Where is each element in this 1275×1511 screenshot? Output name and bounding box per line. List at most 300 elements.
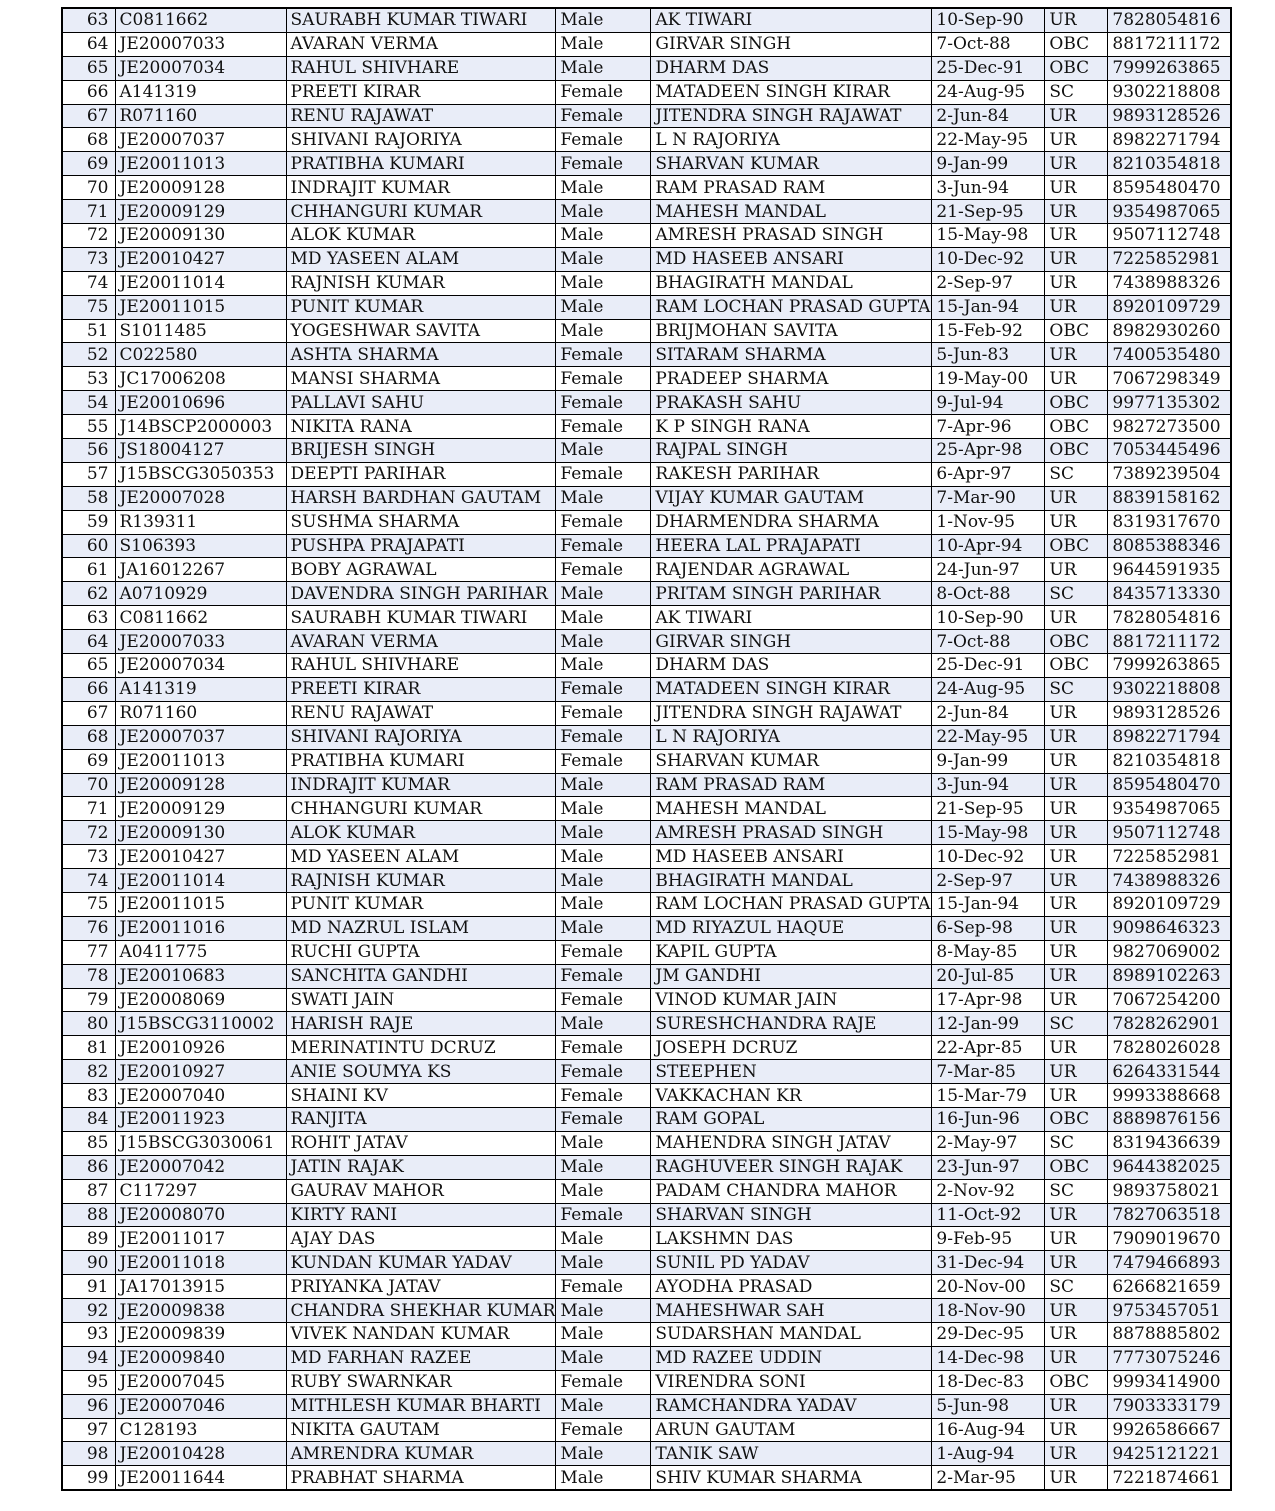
- table-row: [62, 916, 1231, 940]
- table-row: [62, 152, 1231, 176]
- mobile-number-cell: 6266821659: [1108, 1275, 1231, 1299]
- category-cell: UR: [1045, 1251, 1108, 1275]
- father-name-cell: K P SINGH RANA: [651, 415, 932, 439]
- gender-cell: Female: [556, 988, 651, 1012]
- registration-id-cell: JE20009839: [115, 1322, 286, 1346]
- gender-cell: Male: [556, 916, 651, 940]
- gender-cell: Male: [556, 486, 651, 510]
- candidate-name-cell: RENU RAJAWAT: [286, 701, 556, 725]
- category-cell: UR: [1045, 247, 1108, 271]
- serial-number-cell: 85: [62, 1131, 115, 1155]
- gender-cell: Female: [556, 1203, 651, 1227]
- table-row: [62, 1179, 1231, 1203]
- table-row: [62, 343, 1231, 367]
- serial-number-cell: 60: [62, 534, 115, 558]
- registration-id-cell: J15BSCG3110002: [115, 1012, 286, 1036]
- serial-number-cell: 67: [62, 701, 115, 725]
- serial-number-cell: 81: [62, 1036, 115, 1060]
- registration-id-cell: A141319: [115, 80, 286, 104]
- father-name-cell: AMRESH PRASAD SINGH: [651, 224, 932, 248]
- registration-id-cell: JE20011014: [115, 869, 286, 893]
- date-of-birth-cell: 2-Sep-97: [932, 869, 1045, 893]
- date-of-birth-cell: 9-Jan-99: [932, 152, 1045, 176]
- category-cell: SC: [1045, 462, 1108, 486]
- father-name-cell: PADAM CHANDRA MAHOR: [651, 1179, 932, 1203]
- date-of-birth-cell: 20-Jul-85: [932, 964, 1045, 988]
- date-of-birth-cell: 9-Jan-99: [932, 749, 1045, 773]
- father-name-cell: GIRVAR SINGH: [651, 32, 932, 56]
- registration-id-cell: JE20007033: [115, 32, 286, 56]
- father-name-cell: RAJPAL SINGH: [651, 439, 932, 463]
- mobile-number-cell: 9827069002: [1108, 940, 1231, 964]
- registration-id-cell: JA16012267: [115, 558, 286, 582]
- serial-number-cell: 64: [62, 630, 115, 654]
- candidate-name-cell: MITHLESH KUMAR BHARTI: [286, 1394, 556, 1418]
- mobile-number-cell: 8982930260: [1108, 319, 1231, 343]
- registration-id-cell: JE20011015: [115, 295, 286, 319]
- serial-number-cell: 73: [62, 247, 115, 271]
- registration-id-cell: JE20008070: [115, 1203, 286, 1227]
- gender-cell: Female: [556, 1370, 651, 1394]
- mobile-number-cell: 8989102263: [1108, 964, 1231, 988]
- serial-number-cell: 90: [62, 1251, 115, 1275]
- gender-cell: Male: [556, 319, 651, 343]
- table-row: [62, 1251, 1231, 1275]
- father-name-cell: MAHESH MANDAL: [651, 200, 932, 224]
- mobile-number-cell: 6264331544: [1108, 1060, 1231, 1084]
- father-name-cell: L N RAJORIYA: [651, 725, 932, 749]
- mobile-number-cell: 7909019670: [1108, 1227, 1231, 1251]
- table-row: [62, 1155, 1231, 1179]
- mobile-number-cell: 9926586667: [1108, 1418, 1231, 1442]
- registration-id-cell: JE20009130: [115, 821, 286, 845]
- gender-cell: Female: [556, 1060, 651, 1084]
- registration-id-cell: JE20009129: [115, 797, 286, 821]
- category-cell: UR: [1045, 152, 1108, 176]
- gender-cell: Female: [556, 80, 651, 104]
- candidate-name-cell: HARISH RAJE: [286, 1012, 556, 1036]
- table-row: [62, 104, 1231, 128]
- table-row: [62, 558, 1231, 582]
- gender-cell: Male: [556, 176, 651, 200]
- registration-id-cell: JE20009129: [115, 200, 286, 224]
- father-name-cell: SHIV KUMAR SHARMA: [651, 1466, 932, 1490]
- date-of-birth-cell: 17-Apr-98: [932, 988, 1045, 1012]
- candidate-name-cell: SAURABH KUMAR TIWARI: [286, 606, 556, 630]
- mobile-number-cell: 7828054816: [1108, 606, 1231, 630]
- gender-cell: Female: [556, 415, 651, 439]
- candidate-name-cell: ANIE SOUMYA KS: [286, 1060, 556, 1084]
- gender-cell: Female: [556, 940, 651, 964]
- gender-cell: Female: [556, 1107, 651, 1131]
- gender-cell: Female: [556, 510, 651, 534]
- registration-id-cell: JE20010428: [115, 1442, 286, 1466]
- category-cell: UR: [1045, 797, 1108, 821]
- father-name-cell: RAMCHANDRA YADAV: [651, 1394, 932, 1418]
- registration-id-cell: JE20011018: [115, 1251, 286, 1275]
- category-cell: UR: [1045, 128, 1108, 152]
- category-cell: UR: [1045, 916, 1108, 940]
- category-cell: UR: [1045, 176, 1108, 200]
- father-name-cell: RAM PRASAD RAM: [651, 176, 932, 200]
- mobile-number-cell: 9507112748: [1108, 224, 1231, 248]
- candidate-name-cell: ALOK KUMAR: [286, 821, 556, 845]
- candidate-name-cell: ASHTA SHARMA: [286, 343, 556, 367]
- gender-cell: Female: [556, 152, 651, 176]
- serial-number-cell: 65: [62, 56, 115, 80]
- gender-cell: Female: [556, 677, 651, 701]
- category-cell: OBC: [1045, 32, 1108, 56]
- table-body: [62, 8, 1231, 1490]
- father-name-cell: AK TIWARI: [651, 606, 932, 630]
- category-cell: UR: [1045, 773, 1108, 797]
- father-name-cell: RAGHUVEER SINGH RAJAK: [651, 1155, 932, 1179]
- table-row: [62, 1060, 1231, 1084]
- father-name-cell: MAHESH MANDAL: [651, 797, 932, 821]
- father-name-cell: SUDARSHAN MANDAL: [651, 1322, 932, 1346]
- table-row: [62, 773, 1231, 797]
- table-row: [62, 1227, 1231, 1251]
- date-of-birth-cell: 16-Jun-96: [932, 1107, 1045, 1131]
- father-name-cell: JOSEPH DCRUZ: [651, 1036, 932, 1060]
- serial-number-cell: 89: [62, 1227, 115, 1251]
- serial-number-cell: 98: [62, 1442, 115, 1466]
- category-cell: OBC: [1045, 534, 1108, 558]
- father-name-cell: AMRESH PRASAD SINGH: [651, 821, 932, 845]
- category-cell: UR: [1045, 1227, 1108, 1251]
- serial-number-cell: 59: [62, 510, 115, 534]
- gender-cell: Male: [556, 773, 651, 797]
- candidate-name-cell: HARSH BARDHAN GAUTAM: [286, 486, 556, 510]
- registration-id-cell: JE20011923: [115, 1107, 286, 1131]
- table-row: [62, 462, 1231, 486]
- gender-cell: Male: [556, 224, 651, 248]
- mobile-number-cell: 8817211172: [1108, 630, 1231, 654]
- father-name-cell: BHAGIRATH MANDAL: [651, 271, 932, 295]
- date-of-birth-cell: 2-Jun-84: [932, 104, 1045, 128]
- category-cell: UR: [1045, 725, 1108, 749]
- date-of-birth-cell: 15-May-98: [932, 224, 1045, 248]
- category-cell: SC: [1045, 1131, 1108, 1155]
- candidate-name-cell: MD FARHAN RAZEE: [286, 1346, 556, 1370]
- serial-number-cell: 77: [62, 940, 115, 964]
- category-cell: SC: [1045, 1012, 1108, 1036]
- father-name-cell: MD HASEEB ANSARI: [651, 247, 932, 271]
- table-row: [62, 845, 1231, 869]
- mobile-number-cell: 9993414900: [1108, 1370, 1231, 1394]
- table-row: [62, 1012, 1231, 1036]
- gender-cell: Male: [556, 821, 651, 845]
- date-of-birth-cell: 19-May-00: [932, 367, 1045, 391]
- table-row: [62, 200, 1231, 224]
- serial-number-cell: 97: [62, 1418, 115, 1442]
- gender-cell: Male: [556, 439, 651, 463]
- table-row: [62, 940, 1231, 964]
- candidate-name-cell: AMRENDRA KUMAR: [286, 1442, 556, 1466]
- father-name-cell: SITARAM SHARMA: [651, 343, 932, 367]
- candidate-name-cell: SHAINI KV: [286, 1084, 556, 1108]
- mobile-number-cell: 8839158162: [1108, 486, 1231, 510]
- father-name-cell: MD HASEEB ANSARI: [651, 845, 932, 869]
- gender-cell: Female: [556, 1036, 651, 1060]
- father-name-cell: RAM PRASAD RAM: [651, 773, 932, 797]
- category-cell: OBC: [1045, 1370, 1108, 1394]
- date-of-birth-cell: 15-May-98: [932, 821, 1045, 845]
- father-name-cell: AYODHA PRASAD: [651, 1275, 932, 1299]
- category-cell: UR: [1045, 343, 1108, 367]
- serial-number-cell: 61: [62, 558, 115, 582]
- date-of-birth-cell: 14-Dec-98: [932, 1346, 1045, 1370]
- candidate-name-cell: NIKITA RANA: [286, 415, 556, 439]
- category-cell: UR: [1045, 845, 1108, 869]
- table-row: [62, 1107, 1231, 1131]
- mobile-number-cell: 7827063518: [1108, 1203, 1231, 1227]
- serial-number-cell: 75: [62, 892, 115, 916]
- serial-number-cell: 65: [62, 654, 115, 678]
- father-name-cell: LAKSHMN DAS: [651, 1227, 932, 1251]
- serial-number-cell: 71: [62, 200, 115, 224]
- gender-cell: Male: [556, 247, 651, 271]
- date-of-birth-cell: 5-Jun-83: [932, 343, 1045, 367]
- table-row: [62, 439, 1231, 463]
- serial-number-cell: 69: [62, 152, 115, 176]
- registration-id-cell: C0811662: [115, 8, 286, 32]
- father-name-cell: HEERA LAL PRAJAPATI: [651, 534, 932, 558]
- candidate-name-cell: SAURABH KUMAR TIWARI: [286, 8, 556, 32]
- gender-cell: Male: [556, 1466, 651, 1490]
- mobile-number-cell: 7067298349: [1108, 367, 1231, 391]
- category-cell: UR: [1045, 367, 1108, 391]
- mobile-number-cell: 8982271794: [1108, 725, 1231, 749]
- category-cell: UR: [1045, 1036, 1108, 1060]
- registration-id-cell: JE20010927: [115, 1060, 286, 1084]
- table-row: [62, 1036, 1231, 1060]
- category-cell: UR: [1045, 1203, 1108, 1227]
- mobile-number-cell: 9354987065: [1108, 200, 1231, 224]
- table-row: [62, 630, 1231, 654]
- date-of-birth-cell: 7-Oct-88: [932, 32, 1045, 56]
- category-cell: SC: [1045, 677, 1108, 701]
- father-name-cell: VIRENDRA SONI: [651, 1370, 932, 1394]
- registration-id-cell: R139311: [115, 510, 286, 534]
- registration-id-cell: S1011485: [115, 319, 286, 343]
- date-of-birth-cell: 3-Jun-94: [932, 773, 1045, 797]
- registration-id-cell: JE20010696: [115, 391, 286, 415]
- serial-number-cell: 69: [62, 749, 115, 773]
- gender-cell: Male: [556, 797, 651, 821]
- serial-number-cell: 70: [62, 176, 115, 200]
- gender-cell: Female: [556, 1275, 651, 1299]
- father-name-cell: RAJENDAR AGRAWAL: [651, 558, 932, 582]
- category-cell: UR: [1045, 988, 1108, 1012]
- candidate-name-cell: JATIN RAJAK: [286, 1155, 556, 1179]
- date-of-birth-cell: 20-Nov-00: [932, 1275, 1045, 1299]
- gender-cell: Female: [556, 701, 651, 725]
- serial-number-cell: 93: [62, 1322, 115, 1346]
- father-name-cell: PRADEEP SHARMA: [651, 367, 932, 391]
- candidate-name-cell: RUBY SWARNKAR: [286, 1370, 556, 1394]
- date-of-birth-cell: 24-Aug-95: [932, 677, 1045, 701]
- serial-number-cell: 58: [62, 486, 115, 510]
- candidate-name-cell: RUCHI GUPTA: [286, 940, 556, 964]
- mobile-number-cell: 9644591935: [1108, 558, 1231, 582]
- mobile-number-cell: 8085388346: [1108, 534, 1231, 558]
- gender-cell: Female: [556, 462, 651, 486]
- candidate-name-cell: KUNDAN KUMAR YADAV: [286, 1251, 556, 1275]
- category-cell: OBC: [1045, 1107, 1108, 1131]
- candidate-name-cell: PUSHPA PRAJAPATI: [286, 534, 556, 558]
- gender-cell: Female: [556, 534, 651, 558]
- table-row: [62, 128, 1231, 152]
- mobile-number-cell: 9098646323: [1108, 916, 1231, 940]
- father-name-cell: DHARM DAS: [651, 56, 932, 80]
- table-row: [62, 1442, 1231, 1466]
- date-of-birth-cell: 10-Dec-92: [932, 845, 1045, 869]
- gender-cell: Male: [556, 56, 651, 80]
- candidate-name-cell: KIRTY RANI: [286, 1203, 556, 1227]
- candidate-name-cell: CHANDRA SHEKHAR KUMAR: [286, 1299, 556, 1323]
- gender-cell: Female: [556, 964, 651, 988]
- father-name-cell: MAHENDRA SINGH JATAV: [651, 1131, 932, 1155]
- date-of-birth-cell: 24-Jun-97: [932, 558, 1045, 582]
- mobile-number-cell: 7400535480: [1108, 343, 1231, 367]
- serial-number-cell: 72: [62, 821, 115, 845]
- category-cell: OBC: [1045, 56, 1108, 80]
- mobile-number-cell: 8889876156: [1108, 1107, 1231, 1131]
- mobile-number-cell: 7067254200: [1108, 988, 1231, 1012]
- mobile-number-cell: 8319317670: [1108, 510, 1231, 534]
- father-name-cell: VIJAY KUMAR GAUTAM: [651, 486, 932, 510]
- date-of-birth-cell: 10-Sep-90: [932, 606, 1045, 630]
- registration-id-cell: JE20007042: [115, 1155, 286, 1179]
- gender-cell: Female: [556, 749, 651, 773]
- serial-number-cell: 74: [62, 271, 115, 295]
- gender-cell: Male: [556, 1394, 651, 1418]
- father-name-cell: AK TIWARI: [651, 8, 932, 32]
- category-cell: UR: [1045, 701, 1108, 725]
- serial-number-cell: 68: [62, 725, 115, 749]
- candidate-name-cell: MD YASEEN ALAM: [286, 845, 556, 869]
- mobile-number-cell: 9977135302: [1108, 391, 1231, 415]
- category-cell: UR: [1045, 940, 1108, 964]
- registration-id-cell: JE20007037: [115, 725, 286, 749]
- candidate-name-cell: SUSHMA SHARMA: [286, 510, 556, 534]
- table-row: [62, 1394, 1231, 1418]
- father-name-cell: SHARVAN SINGH: [651, 1203, 932, 1227]
- mobile-number-cell: 7999263865: [1108, 56, 1231, 80]
- table-row: [62, 8, 1231, 32]
- mobile-number-cell: 7903333179: [1108, 1394, 1231, 1418]
- candidate-name-cell: PRATIBHA KUMARI: [286, 749, 556, 773]
- gender-cell: Female: [556, 1418, 651, 1442]
- category-cell: UR: [1045, 1299, 1108, 1323]
- category-cell: UR: [1045, 486, 1108, 510]
- date-of-birth-cell: 24-Aug-95: [932, 80, 1045, 104]
- registration-id-cell: JE20007037: [115, 128, 286, 152]
- mobile-number-cell: 7389239504: [1108, 462, 1231, 486]
- candidate-name-cell: DAVENDRA SINGH PARIHAR: [286, 582, 556, 606]
- candidate-name-cell: RAJNISH KUMAR: [286, 869, 556, 893]
- father-name-cell: SHARVAN KUMAR: [651, 749, 932, 773]
- table-row: [62, 1322, 1231, 1346]
- father-name-cell: RAM LOCHAN PRASAD GUPTA: [651, 295, 932, 319]
- date-of-birth-cell: 10-Apr-94: [932, 534, 1045, 558]
- date-of-birth-cell: 10-Dec-92: [932, 247, 1045, 271]
- candidate-name-cell: DEEPTI PARIHAR: [286, 462, 556, 486]
- table-row: [62, 319, 1231, 343]
- candidate-name-cell: GAURAV MAHOR: [286, 1179, 556, 1203]
- father-name-cell: KAPIL GUPTA: [651, 940, 932, 964]
- serial-number-cell: 95: [62, 1370, 115, 1394]
- table-row: [62, 701, 1231, 725]
- date-of-birth-cell: 9-Jul-94: [932, 391, 1045, 415]
- mobile-number-cell: 8878885802: [1108, 1322, 1231, 1346]
- mobile-number-cell: 9354987065: [1108, 797, 1231, 821]
- candidate-name-cell: SHIVANI RAJORIYA: [286, 128, 556, 152]
- gender-cell: Female: [556, 558, 651, 582]
- gender-cell: Female: [556, 391, 651, 415]
- registration-id-cell: JE20009130: [115, 224, 286, 248]
- category-cell: SC: [1045, 582, 1108, 606]
- date-of-birth-cell: 15-Jan-94: [932, 295, 1045, 319]
- category-cell: OBC: [1045, 415, 1108, 439]
- table-row: [62, 964, 1231, 988]
- gender-cell: Male: [556, 630, 651, 654]
- candidate-name-cell: MERINATINTU DCRUZ: [286, 1036, 556, 1060]
- table-row: [62, 1466, 1231, 1490]
- serial-number-cell: 66: [62, 677, 115, 701]
- registration-id-cell: C117297: [115, 1179, 286, 1203]
- category-cell: UR: [1045, 821, 1108, 845]
- mobile-number-cell: 8210354818: [1108, 152, 1231, 176]
- gender-cell: Male: [556, 582, 651, 606]
- date-of-birth-cell: 7-Oct-88: [932, 630, 1045, 654]
- category-cell: UR: [1045, 200, 1108, 224]
- registration-id-cell: JE20009128: [115, 176, 286, 200]
- gender-cell: Male: [556, 845, 651, 869]
- registration-id-cell: JE20007034: [115, 56, 286, 80]
- registration-id-cell: JE20010427: [115, 845, 286, 869]
- mobile-number-cell: 8210354818: [1108, 749, 1231, 773]
- category-cell: UR: [1045, 224, 1108, 248]
- mobile-number-cell: 9993388668: [1108, 1084, 1231, 1108]
- father-name-cell: RAM GOPAL: [651, 1107, 932, 1131]
- candidate-name-cell: YOGESHWAR SAVITA: [286, 319, 556, 343]
- mobile-number-cell: 8920109729: [1108, 295, 1231, 319]
- date-of-birth-cell: 21-Sep-95: [932, 200, 1045, 224]
- table-row: [62, 56, 1231, 80]
- table-row: [62, 486, 1231, 510]
- gender-cell: Female: [556, 367, 651, 391]
- registration-id-cell: JE20007028: [115, 486, 286, 510]
- category-cell: UR: [1045, 1346, 1108, 1370]
- serial-number-cell: 94: [62, 1346, 115, 1370]
- table-row: [62, 510, 1231, 534]
- candidate-name-cell: VIVEK NANDAN KUMAR: [286, 1322, 556, 1346]
- table-row: [62, 1418, 1231, 1442]
- gender-cell: Female: [556, 128, 651, 152]
- registration-id-cell: JS18004127: [115, 439, 286, 463]
- serial-number-cell: 62: [62, 582, 115, 606]
- mobile-number-cell: 8982271794: [1108, 128, 1231, 152]
- category-cell: UR: [1045, 1322, 1108, 1346]
- category-cell: UR: [1045, 1060, 1108, 1084]
- table-row: [62, 797, 1231, 821]
- table-row: [62, 1370, 1231, 1394]
- mobile-number-cell: 9827273500: [1108, 415, 1231, 439]
- serial-number-cell: 67: [62, 104, 115, 128]
- date-of-birth-cell: 6-Sep-98: [932, 916, 1045, 940]
